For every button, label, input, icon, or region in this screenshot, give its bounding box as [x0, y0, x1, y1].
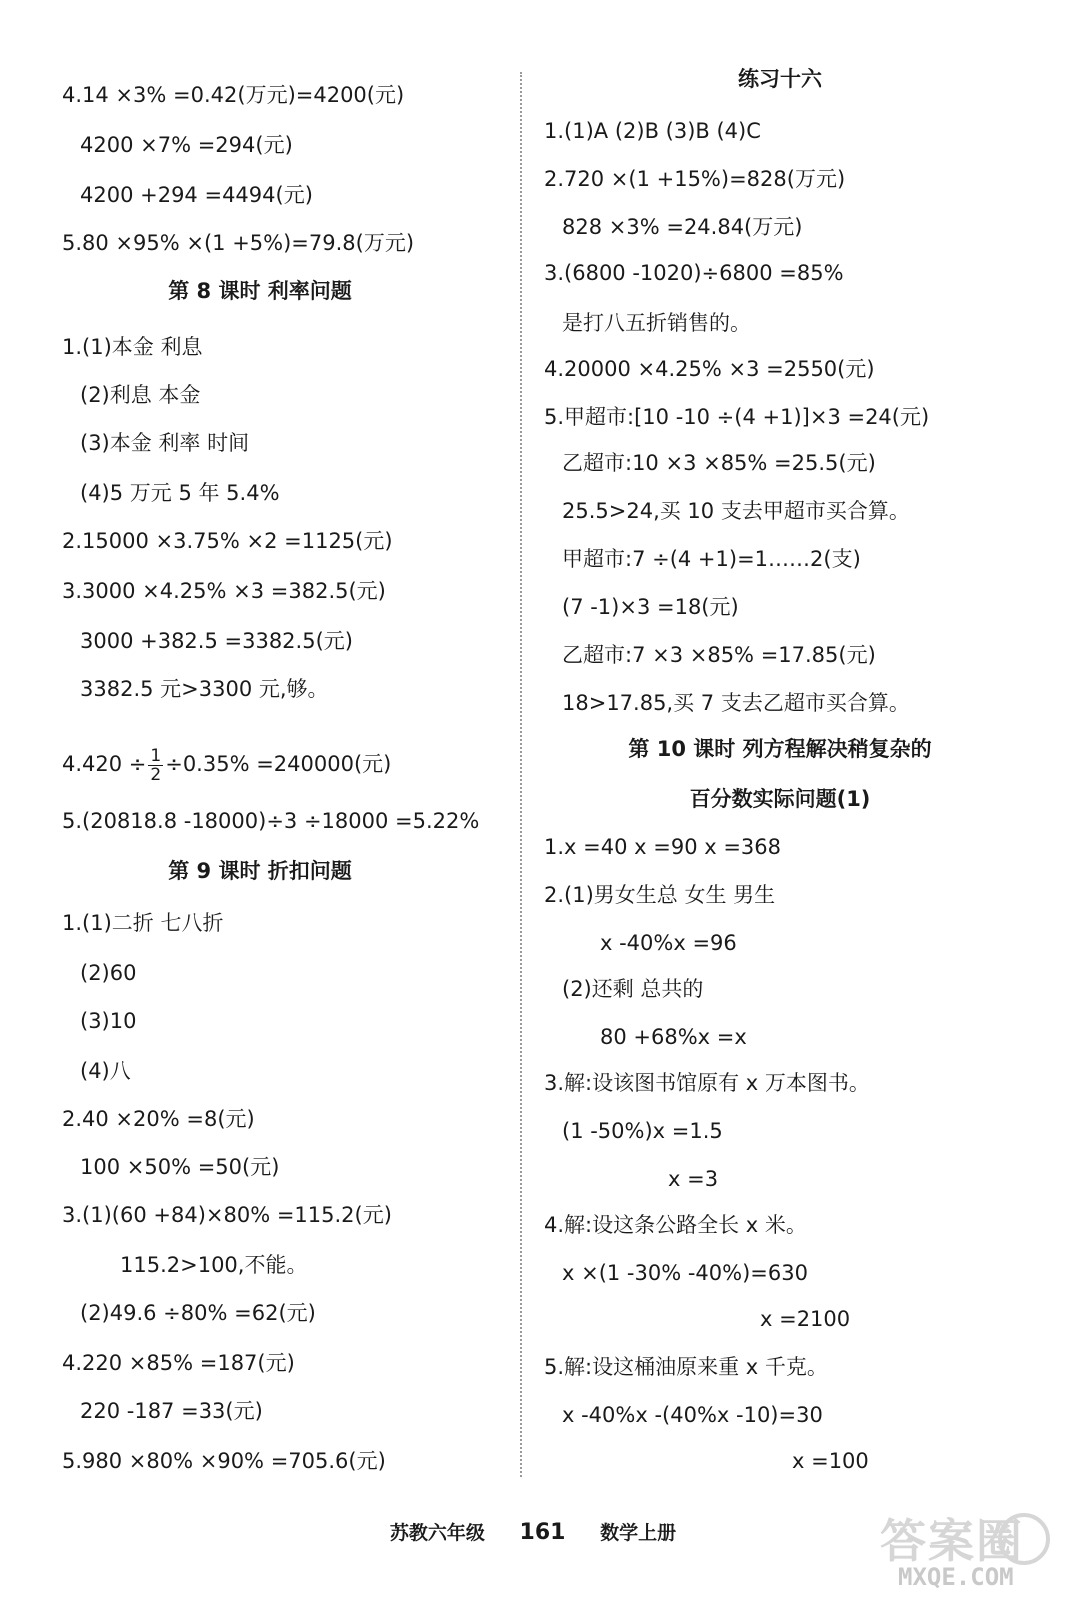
section-heading-exercise-16: 练习十六 [738, 67, 822, 91]
answer-line-with-fraction [62, 742, 391, 786]
answer-line: 5.80 ×95% ×(1 +5%)=79.8(万元) [62, 231, 415, 255]
answer-line: 80 +68%x =x [600, 1025, 747, 1049]
answer-line: 828 ×3% =24.84(万元) [562, 215, 803, 239]
section-heading-lesson-8: 第 8 课时 利率问题 [168, 279, 352, 303]
answer-line: 1.(1)A (2)B (3)B (4)C [544, 119, 761, 143]
answer-line: 5.980 ×80% ×90% =705.6(元) [62, 1449, 386, 1473]
answer-line: x =100 [792, 1449, 869, 1473]
answer-line: 1.(1)二折 七八折 [62, 911, 224, 935]
answer-line: x -40%x =96 [600, 931, 737, 955]
answer-line: (3)10 [80, 1009, 137, 1033]
answer-line: 100 ×50% =50(元) [80, 1155, 280, 1179]
answer-line: 25.5>24,买 10 支去甲超市买合算。 [562, 499, 910, 523]
answer-line: 4200 +294 =4494(元) [80, 183, 313, 207]
answer-line: (4)5 万元 5 年 5.4% [80, 481, 280, 505]
expression-part: 4.420 ÷ [62, 752, 147, 776]
watermark-site: MXQE.COM [898, 1563, 1014, 1591]
answer-line: 3.解:设该图书馆原有 x 万本图书。 [544, 1071, 870, 1095]
answer-line: x =3 [668, 1167, 719, 1191]
answer-line: x =2100 [760, 1307, 851, 1331]
answer-line: 4200 ×7% =294(元) [80, 133, 293, 157]
fraction-numerator: 1 [150, 745, 162, 766]
column-divider [520, 72, 522, 1477]
answer-line: 3000 +382.5 =3382.5(元) [80, 629, 353, 653]
answer-line: 3.(1)(60 +84)×80% =115.2(元) [62, 1203, 392, 1227]
answer-line: 115.2>100,不能。 [120, 1253, 308, 1277]
answer-line: 3.(6800 -1020)÷6800 =85% [544, 261, 844, 285]
footer-book: 数学上册 [600, 1522, 677, 1544]
footer-grade: 苏教六年级 [389, 1522, 485, 1544]
answer-line: 乙超市:7 ×3 ×85% =17.85(元) [562, 643, 876, 667]
section-heading-lesson-10-line-2: 百分数实际问题(1) [689, 787, 871, 811]
answer-line: (2)49.6 ÷80% =62(元) [80, 1301, 316, 1325]
answer-line: 2.40 ×20% =8(元) [62, 1107, 255, 1131]
page-number: 161 [519, 1520, 566, 1545]
answer-line: 2.(1)男女生总 女生 男生 [544, 883, 776, 907]
answer-line: 5.(20818.8 -18000)÷3 ÷18000 =5.22% [62, 809, 480, 833]
answer-line: 甲超市:7 ÷(4 +1)=1……2(支) [562, 547, 861, 571]
answer-line: (1 -50%)x =1.5 [562, 1119, 723, 1143]
answer-line: 3382.5 元>3300 元,够。 [80, 677, 329, 701]
answer-line: 4.20000 ×4.25% ×3 =2550(元) [544, 357, 875, 381]
answer-line: 5.甲超市:[10 -10 ÷(4 +1)]×3 =24(元) [544, 405, 930, 429]
watermark-logo-text: 答案圈 [880, 1514, 1024, 1568]
answer-line: (3)本金 利率 时间 [80, 431, 250, 455]
watermark-ring-icon [998, 1513, 1050, 1565]
answer-line: 3.3000 ×4.25% ×3 =382.5(元) [62, 579, 386, 603]
answer-line: 是打八五折销售的。 [562, 311, 751, 335]
section-heading-lesson-9: 第 9 课时 折扣问题 [168, 859, 352, 883]
section-heading-lesson-10: 第 10 课时 列方程解决稍复杂的 [628, 737, 932, 761]
fraction [148, 747, 163, 784]
answer-line: 4.14 ×3% =0.42(万元)=4200(元) [62, 83, 405, 107]
answer-line: 4.解:设这条公路全长 x 米。 [544, 1213, 807, 1237]
answer-line: 18>17.85,买 7 支去乙超市买合算。 [562, 691, 910, 715]
answer-line: (2)还剩 总共的 [562, 977, 704, 1001]
answer-line: 1.(1)本金 利息 [62, 335, 203, 359]
answer-line: 2.15000 ×3.75% ×2 =1125(元) [62, 529, 393, 553]
watermark-logo [870, 1505, 1066, 1600]
answer-line: 4.220 ×85% =187(元) [62, 1351, 295, 1375]
answer-line: 2.720 ×(1 +15%)=828(万元) [544, 167, 846, 191]
answer-line: 1.x =40 x =90 x =368 [544, 835, 782, 859]
answer-line: (7 -1)×3 =18(元) [562, 595, 739, 619]
answer-line: 5.解:设这桶油原来重 x 千克。 [544, 1355, 828, 1379]
answer-line: (2)利息 本金 [80, 383, 201, 407]
answer-line: 乙超市:10 ×3 ×85% =25.5(元) [562, 451, 876, 475]
fraction-denominator: 2 [150, 764, 162, 785]
answer-line: (2)60 [80, 961, 137, 985]
answer-line: (4)八 [80, 1059, 131, 1083]
expression-part: ÷0.35% =240000(元) [165, 752, 392, 776]
answer-line: x -40%x -(40%x -10)=30 [562, 1403, 823, 1427]
answer-line: x ×(1 -30% -40%)=630 [562, 1261, 808, 1285]
answer-line: 220 -187 =33(元) [80, 1399, 263, 1423]
